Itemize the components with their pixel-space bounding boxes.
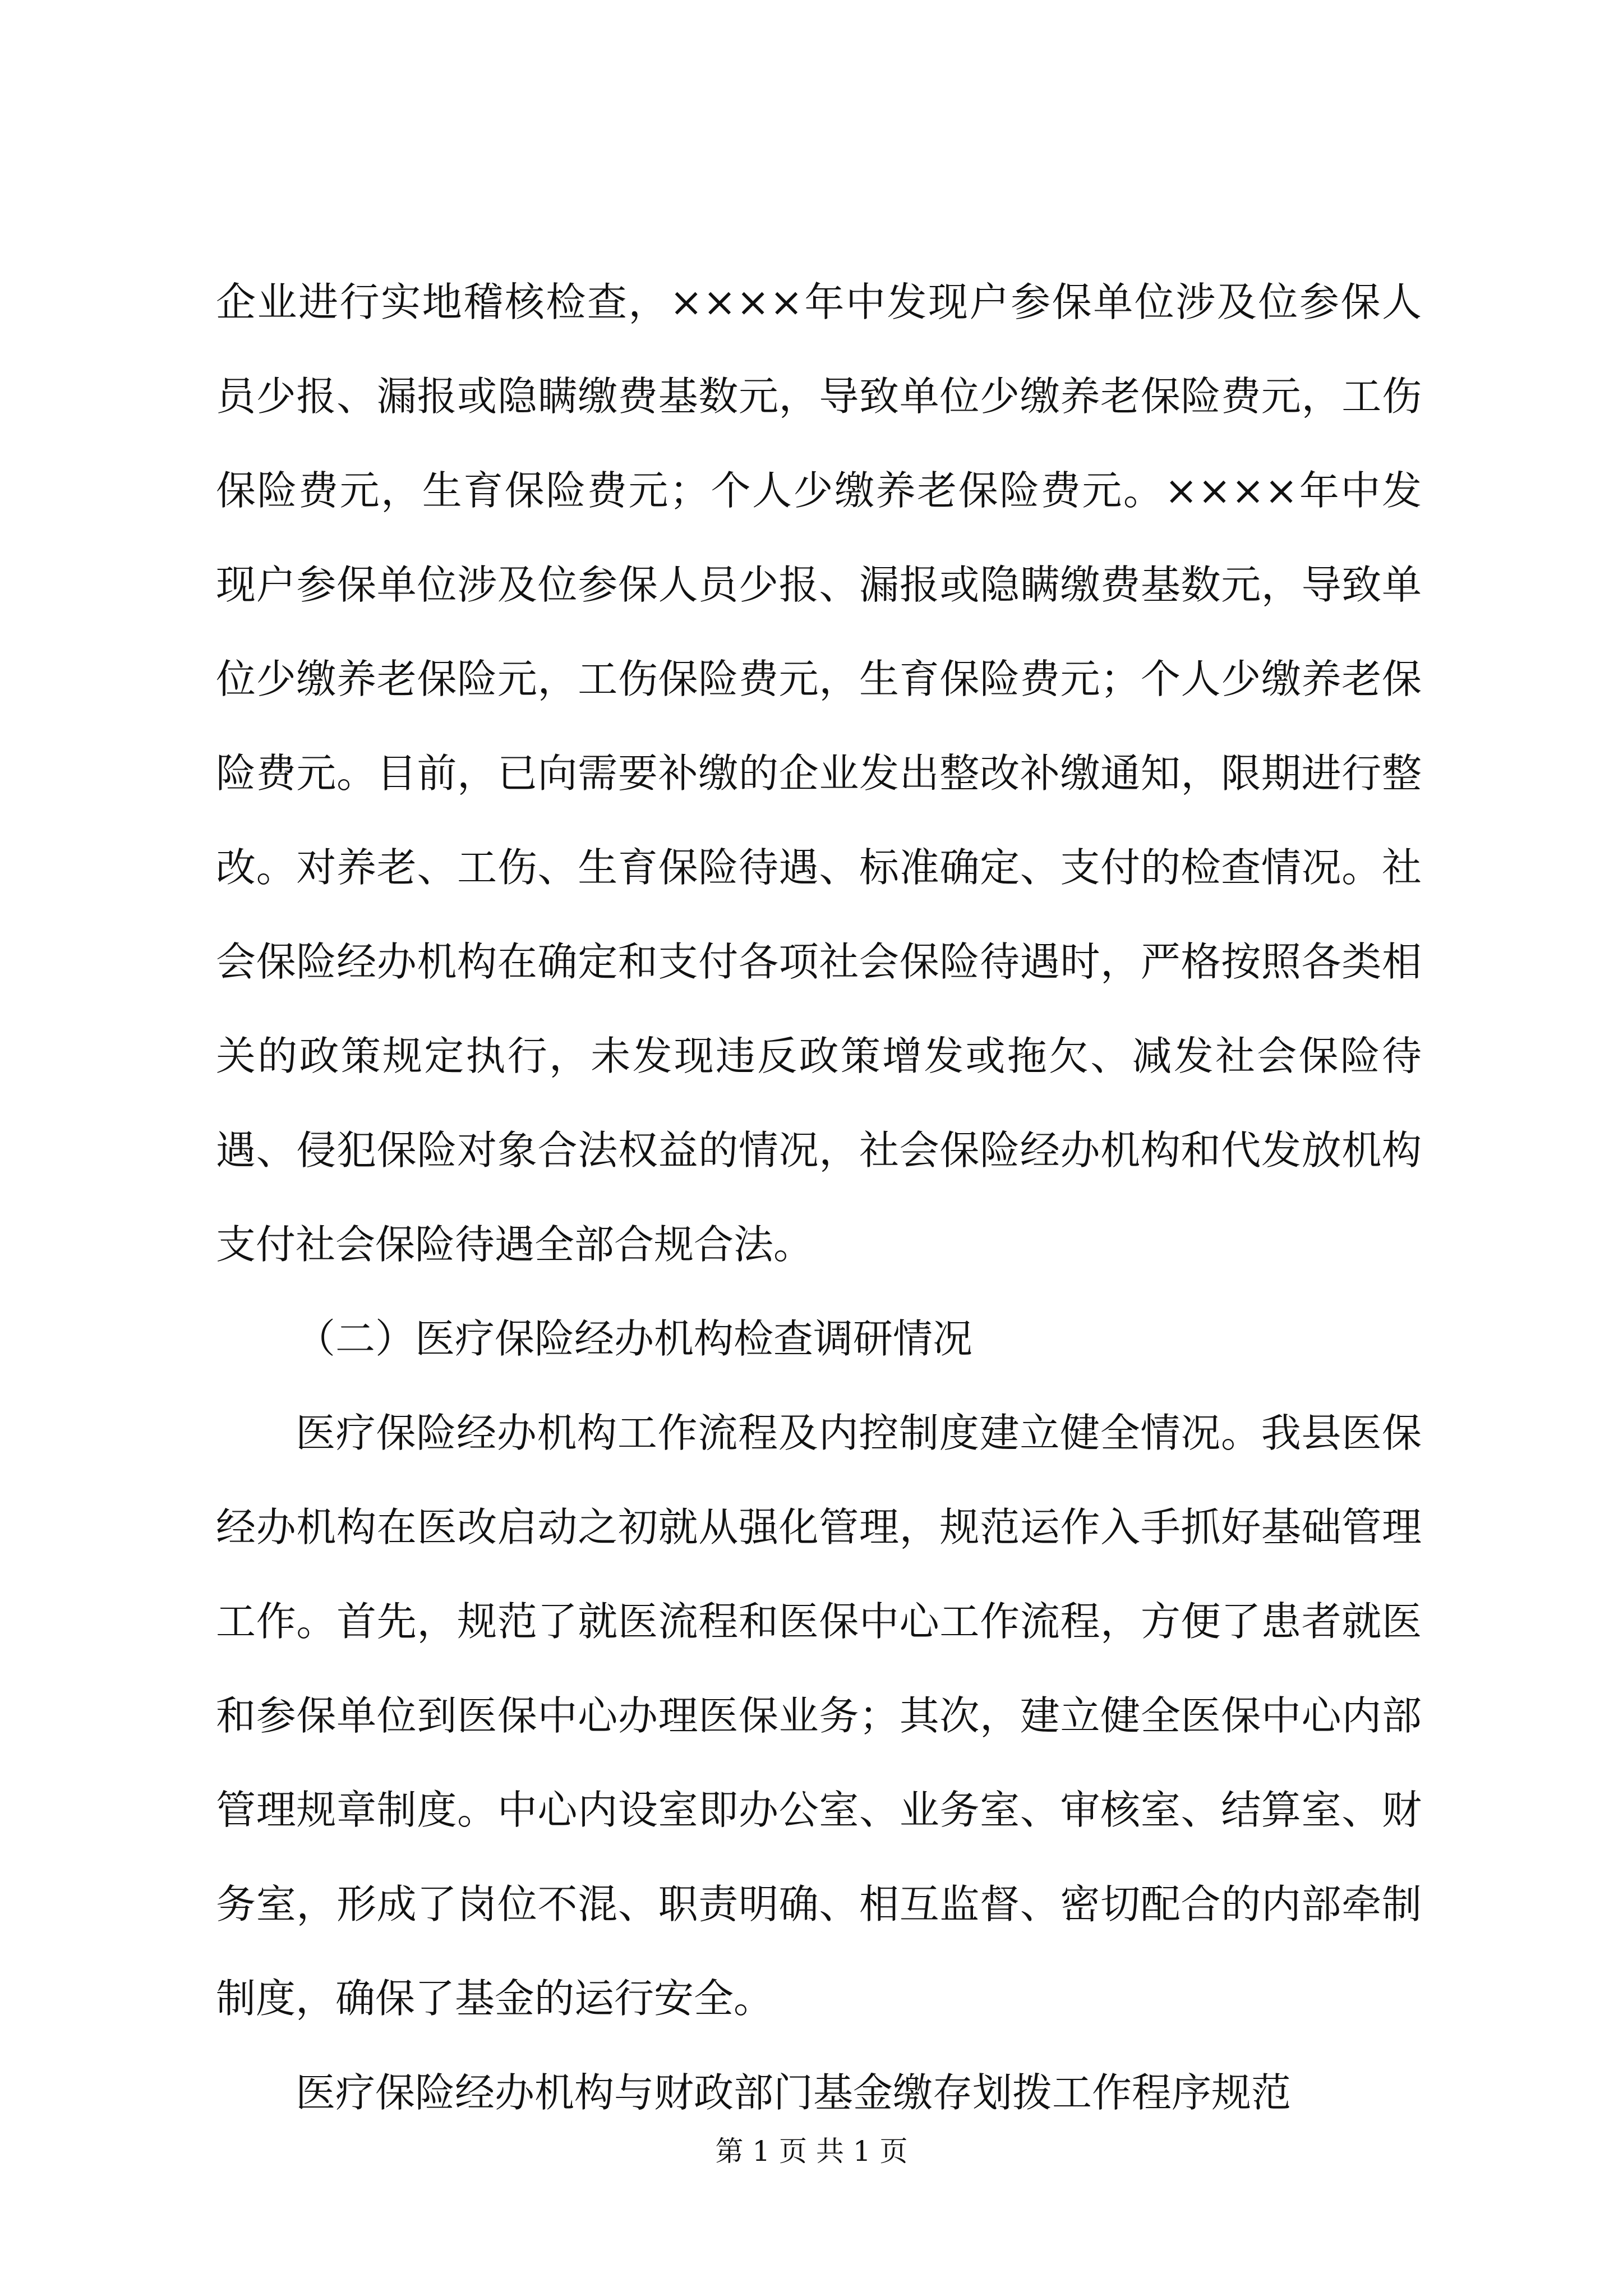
document-body xyxy=(216,255,1422,2140)
section-heading-medical-insurance: （二）医疗保险经办机构检查调研情况 xyxy=(296,1315,973,1362)
page-footer: 第 1 页 共 1 页 xyxy=(715,2135,908,2168)
paragraph-workflow-controls: 医疗保险经办机构工作流程及内控制度建立健全情况。我县医保经办机构在医改启动之初就从强化管理，规范运作入手抓好基础管理工作。首先，规范了就医流程和医保中心工作流程，方便了患者就医和参保单位到医保中心办理医保业务；其次，建立健全医保中心内部管理规章制度。中心内设室即办公室、业务室、审核室、结算室、财务室，形成了岗位不混、职责明确、相互监督、密切配合的内部牵制制度，确保了基金的运行安全。 xyxy=(216,1410,1422,2022)
paragraph-audit-findings: 企业进行实地稽核检查，××××年中发现户参保单位涉及位参保人员少报、漏报或隐瞒缴费基数元，导致单位少缴养老保险费元，工伤保险费元，生育保险费元；个人少缴养老保险费元。××××年中发现户参保单位涉及位参保人员少报、漏报或隐瞒缴费基数元，导致单位少缴养老保险元，工伤保险费元，生育保险费元；个人少缴养老保险费元。目前，已向需要补缴的企业发出整改补缴通知，限期进行整改。对养老、工伤、生育保险待遇、标准确定、支付的检查情况。社会保险经办机构在确定和支付各项社会保险待遇时，严格按照各类相关的政策规定执行，未发现违反政策增发或拖欠、减发社会保险待遇、侵犯保险对象合法权益的情况，社会保险经办机构和代发放机构支付社会保险待遇全部合规合法。 xyxy=(216,279,1422,1268)
paragraph-fund-transfer: 医疗保险经办机构与财政部门基金缴存划拨工作程序规范 xyxy=(296,2069,1292,2116)
